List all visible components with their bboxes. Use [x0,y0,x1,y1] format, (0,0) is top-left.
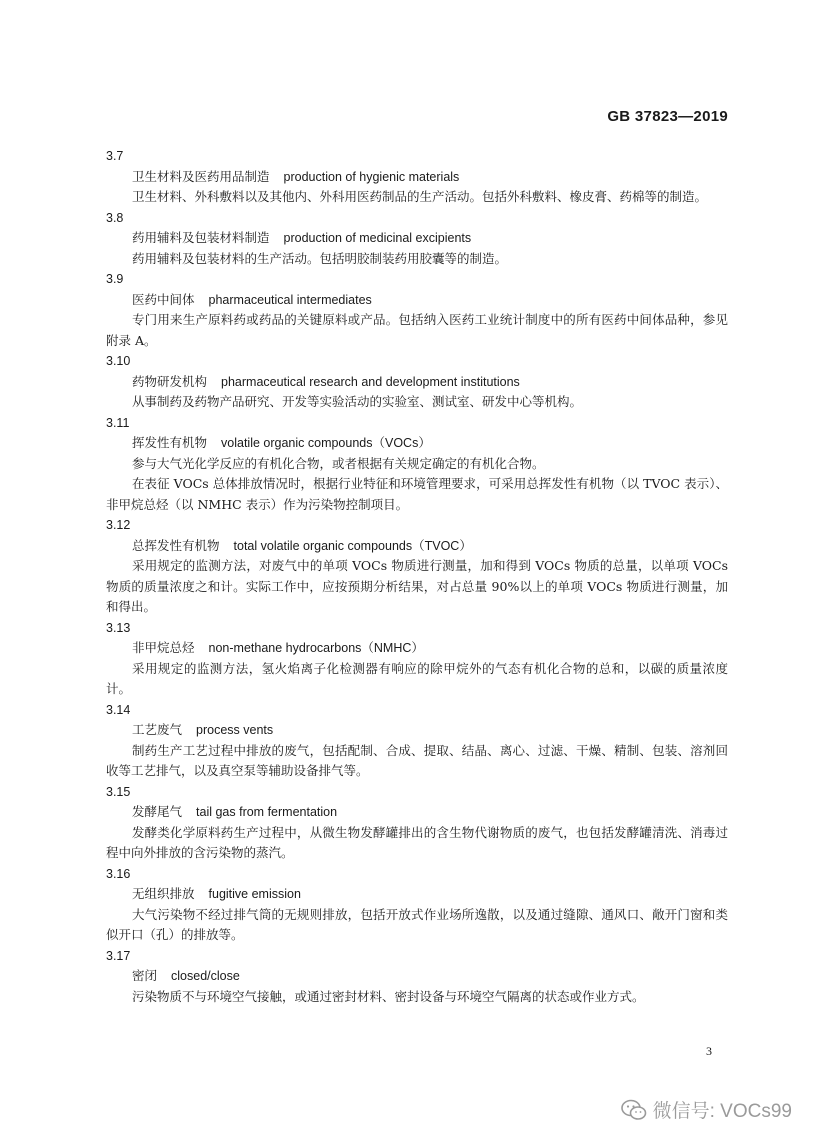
term-entry [106,618,728,700]
page-number: 3 [706,1044,712,1058]
term-english: total volatile organic compounds（TVOC） [233,538,472,553]
term-definition: 制药生产工艺过程中排放的废气，包括配制、合成、提取、结晶、离心、过滤、干燥、精制、包装、溶剂回收等工艺排气，以及真空泵等辅助设备排气等。 [106,742,728,778]
term-entry [106,515,728,618]
clause-number: 3.14 [106,702,131,717]
term-entry [106,351,728,413]
clause-number: 3.15 [106,784,131,799]
term-definition: 专门用来生产原料药或药品的关键原料或产品。包括纳入医药工业统计制度中的所有医药中间体品种，参见附录 A。 [106,312,728,348]
clause-number: 3.7 [106,149,124,163]
terms-list [106,146,728,1007]
term-title [106,372,728,393]
term-definition: 在表征 VOCs 总体排放情况时，根据行业特征和环境管理要求，可采用总挥发性有机物（以 TVOC 表示）、非甲烷总烃（以 NMHC 表示）作为污染物控制项目。 [106,476,728,512]
term-chinese: 工艺废气 [132,722,183,737]
term-chinese: 挥发性有机物 [132,435,208,450]
standard-number: GB 37823—2019 [607,108,728,125]
watermark [621,1096,792,1123]
term-definition: 大气污染物不经过排气筒的无规则排放，包括开放式作业场所逸散，以及通过缝隙、通风口、敞开门窗和类似开口（孔）的排放等。 [106,906,728,942]
term-english: closed/close [171,969,240,983]
term-title [106,167,728,188]
wechat-icon [621,1099,647,1121]
term-title [106,536,728,557]
term-english: tail gas from fermentation [196,805,338,819]
clause-number: 3.13 [106,620,131,635]
term-entry [106,413,728,516]
term-definition: 参与大气光化学反应的有机化合物，或者根据有关规定确定的有机化合物。 [132,455,545,471]
term-entry [106,146,728,208]
clause-number: 3.8 [106,210,124,225]
term-chinese: 药用辅料及包装材料制造 [132,230,270,245]
term-definition: 采用规定的监测方法，氢火焰离子化检测器有响应的除甲烷外的气态有机化合物的总和，以碳的质量浓度计。 [106,660,728,696]
term-title [106,290,728,311]
term-chinese: 发酵尾气 [132,804,183,819]
term-title [106,720,728,741]
clause-number: 3.9 [106,272,124,286]
term-definition: 发酵类化学原料药生产过程中，从微生物发酵罐排出的含生物代谢物质的废气，也包括发酵罐清洗、消毒过程中向外排放的含污染物的蒸汽。 [106,824,728,860]
term-english: volatile organic compounds（VOCs） [221,436,431,450]
term-entry [106,782,728,864]
term-definition: 采用规定的监测方法，对废气中的单项 VOCs 物质进行测量，加和得到 VOCs 物质的总量，以单项 VOCs 物质的质量浓度之和计。实际工作中，应按预期分析结果，对占总量 90%以上的单项 VOCs 物质进行测量，加和得出。 [106,558,728,614]
term-chinese: 医药中间体 [132,291,195,307]
term-title [106,228,728,249]
term-entry [106,208,728,270]
term-definition: 药用辅料及包装材料的生产活动。包括明胶制装药用胶囊等的制造。 [132,250,508,266]
clause-number: 3.12 [106,518,131,532]
term-chinese: 非甲烷总烃 [132,640,195,655]
clause-number: 3.11 [106,415,130,430]
term-definition: 污染物质不与环境空气接触，或通过密封材料、密封设备与环境空气隔离的状态或作业方式。 [132,988,645,1004]
term-english: production of hygienic materials [283,169,460,184]
term-title [106,638,728,659]
term-definition: 从事制药及药物产品研究、开发等实验活动的实验室、测试室、研发中心等机构。 [132,394,583,409]
term-definition: 卫生材料、外科敷料以及其他内、外科用医药制品的生产活动。包括外科敷料、橡皮膏、药棉等的制造。 [132,189,708,204]
term-entry [106,864,728,946]
clause-number: 3.10 [106,354,131,368]
term-title [106,802,728,823]
term-chinese: 药物研发机构 [132,373,208,389]
watermark-text: 微信号: VOCs99 [652,1101,792,1122]
term-english: non-methane hydrocarbons（NMHC） [208,641,424,655]
term-english: production of medicinal excipients [283,231,472,245]
term-title [106,966,728,987]
term-entry [106,946,728,1008]
term-chinese: 密闭 [132,968,158,983]
term-english: process vents [196,723,274,737]
term-entry [106,700,728,782]
term-title [106,884,728,905]
term-chinese: 总挥发性有机物 [132,537,220,553]
clause-number: 3.17 [106,948,131,963]
term-english: pharmaceutical research and development institutions [221,374,520,389]
term-chinese: 无组织排放 [132,886,195,901]
term-title [106,433,728,454]
term-english: fugitive emission [208,887,301,901]
term-english: pharmaceutical intermediates [208,292,372,307]
term-chinese: 卫生材料及医药用品制造 [132,168,270,184]
clause-number: 3.16 [106,866,131,881]
term-entry [106,269,728,351]
